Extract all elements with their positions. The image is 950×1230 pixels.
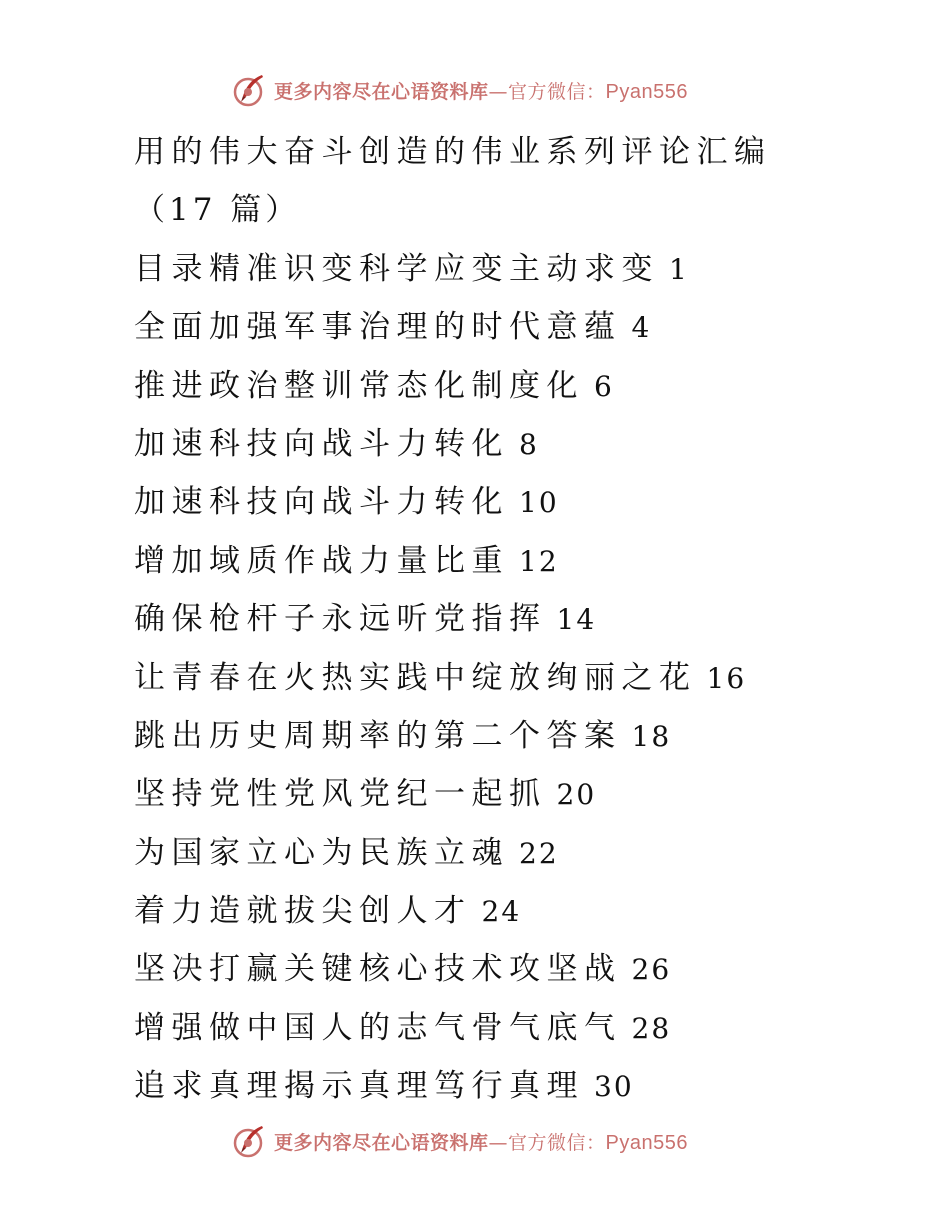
toc-item [134,999,914,1057]
banner-site-name: 更多内容尽在心语资料库 [274,1131,489,1154]
toc-item-title: 为国家立心为民族立魂 [134,834,509,871]
footer-banner [232,1121,688,1161]
toc-item-page: 4 [631,311,652,345]
feather-pen-logo-icon [232,72,268,108]
toc-item-page: 8 [519,427,539,461]
banner-site-name: 更多内容尽在心语资料库 [274,80,489,103]
toc-item-title: 推进政治整训常态化制度化 [134,367,584,404]
document-title-line-1: 用的伟大奋斗创造的伟业系列评论汇编 [134,134,772,170]
toc-item-page: 1 [669,252,689,286]
toc-item-page: 26 [631,953,672,987]
toc-item [134,1057,914,1115]
toc-item-title: 增加域质作战力量比重 [134,542,509,579]
toc-item-title: 坚持党性党风党纪一起抓 [134,776,547,813]
toc-item [134,590,914,648]
toc-item-page: 12 [519,544,559,578]
toc-item-page: 16 [706,661,747,695]
toc-item [134,649,914,707]
toc-item [134,415,914,473]
banner-wechat-id: Pyan556 [605,1131,688,1154]
toc-item-title: 加速科技向战斗力转化 [134,425,509,462]
toc-item-page: 22 [519,836,559,870]
toc-item-title: 增强做中国人的志气骨气底气 [134,1009,622,1046]
toc-item-title: 确保枪杆子永远听党指挥 [134,601,547,638]
toc-item-page: 30 [594,1070,634,1104]
toc-item [134,473,914,531]
toc-item [134,298,914,356]
banner-text [274,77,688,104]
toc-item-title: 跳出历史周期率的第二个答案 [134,717,622,754]
toc-item [134,240,914,298]
banner-text [274,1128,688,1155]
toc-item-page: 20 [556,778,597,812]
toc-item-title: 着力造就拔尖创人才 [134,893,472,930]
toc-item [134,940,914,998]
toc-item [134,532,914,590]
banner-wechat-id: Pyan556 [605,80,688,103]
toc-item-title: 加速科技向战斗力转化 [134,484,509,521]
toc-item-title: 全面加强军事治理的时代意蕴 [134,309,622,346]
toc-item-title: 让青春在火热实践中绽放绚丽之花 [134,659,697,696]
toc-item-page: 24 [481,895,522,929]
toc-item-page: 18 [631,719,672,753]
toc-item [134,765,914,823]
document-body [134,123,914,1116]
header-banner [232,70,688,110]
toc-item-title: 目录精准识变科学应变主动求变 [134,250,659,287]
toc-item [134,707,914,765]
toc-item-page: 28 [631,1011,672,1045]
toc-item-page: 6 [594,369,614,403]
table-of-contents [134,240,914,1116]
toc-item-page: 14 [556,603,597,637]
feather-pen-logo-icon [232,1123,268,1159]
toc-item [134,882,914,940]
toc-item [134,357,914,415]
banner-wechat-label: —官方微信： [488,1131,606,1154]
banner-wechat-label: —官方微信： [488,80,606,103]
document-title-line-2: （17 篇） [134,192,301,229]
toc-item-page: 10 [519,486,559,520]
toc-item [134,824,914,882]
toc-item-title: 追求真理揭示真理笃行真理 [134,1068,584,1105]
toc-item-title: 坚决打赢关键核心技术攻坚战 [134,951,622,988]
